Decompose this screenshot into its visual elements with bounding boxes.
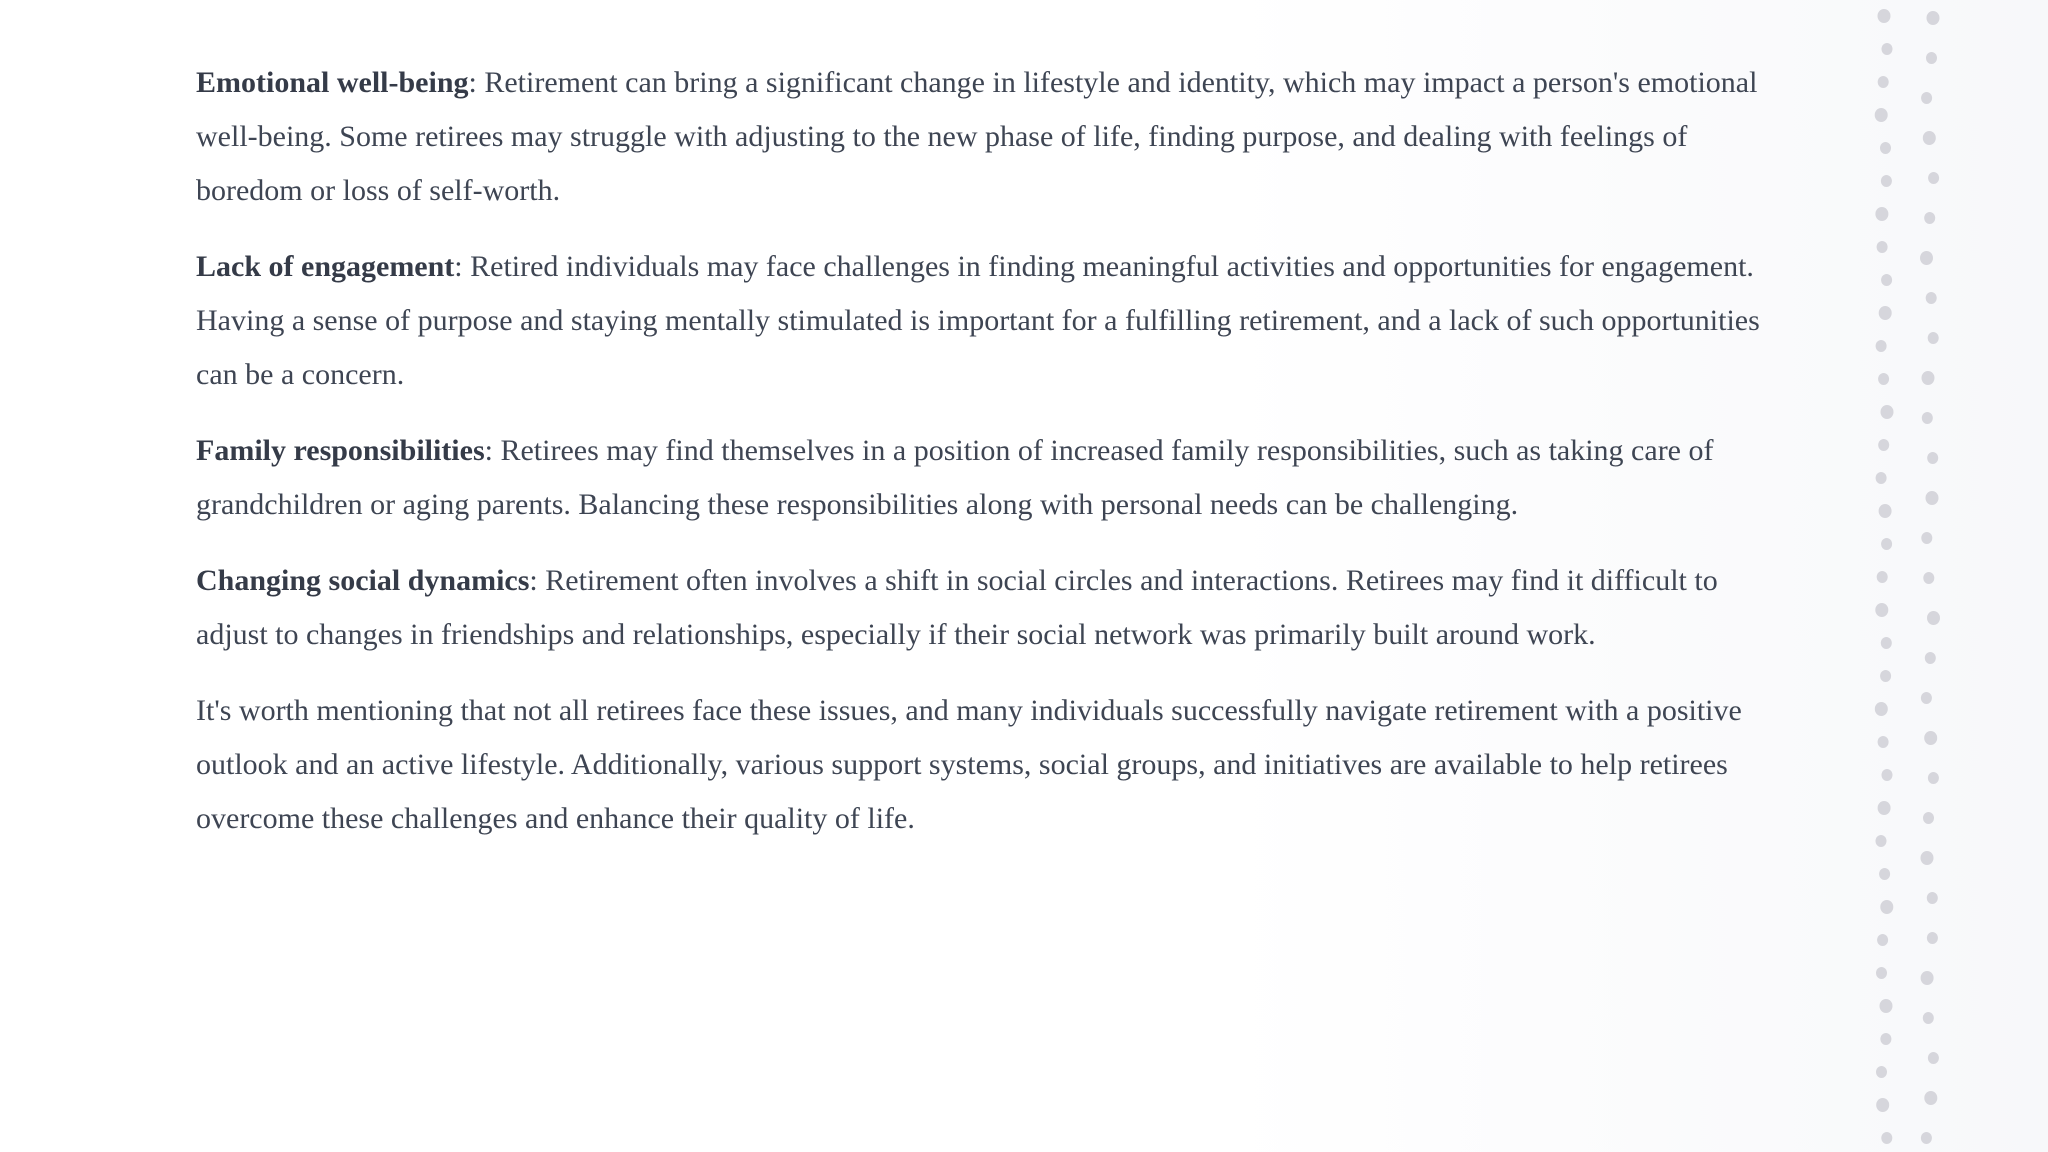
- decorative-dot: [1923, 812, 1934, 824]
- decorative-dot: [1877, 241, 1888, 253]
- decorative-dot: [1876, 340, 1887, 352]
- paragraph-text: : Retired individuals may face challenges in finding meaningful activities and opportunities for engagement. Having a sense of purpose and staying mentally stimulated is important for a fulfilling retirement, and a lack of such opportunities can be a concern.: [196, 250, 1760, 391]
- decorative-dot: [1876, 1066, 1887, 1078]
- decorative-dot: [1878, 801, 1891, 815]
- decorative-dot: [1921, 92, 1932, 104]
- decorative-dot: [1876, 835, 1887, 847]
- decorative-dot: [1878, 9, 1891, 23]
- term-label: Family responsibilities: [196, 434, 485, 467]
- decorative-dot: [1877, 934, 1888, 946]
- decorative-dot: [1878, 736, 1889, 748]
- decorative-dot: [1875, 108, 1888, 122]
- decorative-dot: [1921, 851, 1934, 865]
- decorative-dot: [1928, 172, 1939, 184]
- decorative-dot: [1879, 504, 1892, 518]
- decorative-dot: [1880, 142, 1891, 154]
- decorative-dot: [1879, 868, 1890, 880]
- decorative-dot: [1922, 412, 1933, 424]
- decorative-dot: [1881, 538, 1892, 550]
- decorative-dot: [1880, 670, 1891, 682]
- decorative-dot: [1925, 652, 1936, 664]
- decorative-dot: [1921, 692, 1932, 704]
- decorative-dot: [1927, 932, 1938, 944]
- decorative-dot: [1881, 637, 1892, 649]
- decorative-dot: [1881, 405, 1894, 419]
- decorative-dot: [1880, 900, 1893, 914]
- decorative-dot: [1921, 532, 1932, 544]
- decorative-dot: [1921, 971, 1934, 985]
- decorative-dot: [1926, 292, 1937, 304]
- term-label: Emotional well-being: [196, 66, 469, 99]
- decorative-dot: [1881, 1132, 1892, 1144]
- decorative-dot: [1875, 207, 1888, 221]
- decorative-dot: [1879, 306, 1892, 320]
- decorative-dot: [1927, 452, 1938, 464]
- decorative-dot: [1875, 603, 1888, 617]
- decorative-dot: [1882, 769, 1893, 781]
- decorative-dot: [1878, 373, 1889, 385]
- decorative-dot: [1881, 175, 1892, 187]
- decorative-dot: [1923, 131, 1936, 145]
- term-label: Changing social dynamics: [196, 564, 530, 597]
- decorative-dot: [1878, 439, 1889, 451]
- decorative-dot: [1924, 212, 1935, 224]
- paragraph-family-responsibilities: [196, 424, 1796, 532]
- decorative-dot: [1920, 251, 1933, 265]
- decorative-dot: [1921, 1132, 1932, 1144]
- document-body: [196, 56, 1796, 868]
- decorative-dot: [1927, 611, 1940, 625]
- decorative-dot: [1882, 43, 1893, 55]
- decorative-dot: [1926, 491, 1939, 505]
- paragraph-text: : Retirement often involves a shift in social circles and interactions. Retirees may find it difficult to adjust to changes in friendships and relationships, especially if their social network was primarily built around work.: [196, 564, 1718, 651]
- paragraph-lack-of-engagement: [196, 240, 1796, 402]
- paragraph-closing: It's worth mentioning that not all retirees face these issues, and many individuals successfully navigate retirement with a positive outlook and an active lifestyle. Additionally, various support systems, social groups, and initiatives are available to help retirees overcome these challenges and enhance their quality of life.: [196, 694, 1742, 835]
- paragraph-text: : Retirees may find themselves in a position of increased family responsibilities, such as taking care of grandchildren or aging parents. Balancing these responsibilities along with personal needs can be challenging.: [196, 434, 1714, 521]
- decorative-dot: [1877, 571, 1888, 583]
- decorative-dot: [1923, 1012, 1934, 1024]
- decorative-dot: [1927, 892, 1938, 904]
- decorative-dot: [1876, 472, 1887, 484]
- decorative-dot: [1881, 274, 1892, 286]
- decorative-dot: [1875, 702, 1888, 716]
- decorative-dot: [1926, 52, 1937, 64]
- decorative-dot: [1880, 1033, 1891, 1045]
- paragraph-changing-social-dynamics: [196, 554, 1796, 662]
- decorative-dot: [1922, 371, 1935, 385]
- decorative-dot: [1924, 1091, 1937, 1105]
- term-label: Lack of engagement: [196, 250, 455, 283]
- decorative-dot: [1928, 1052, 1939, 1064]
- decorative-dot: [1928, 332, 1939, 344]
- paragraph-text: : Retirement can bring a significant change in lifestyle and identity, which may impact a person's emotional well-being. Some retirees may struggle with adjusting to the new phase of life, finding purpose, and dealing with feelings of boredom or loss of self-worth.: [196, 66, 1758, 207]
- decorative-dot: [1928, 772, 1939, 784]
- dot-pattern-graphic: [1860, 0, 1950, 1152]
- decorative-dot-pattern: [1860, 0, 1950, 1152]
- decorative-dot: [1878, 76, 1889, 88]
- decorative-dot: [1876, 1098, 1889, 1112]
- decorative-dot: [1923, 572, 1934, 584]
- paragraph-emotional-well-being: [196, 56, 1796, 218]
- decorative-dot: [1927, 11, 1940, 25]
- decorative-dot: [1876, 967, 1887, 979]
- decorative-dot: [1880, 999, 1893, 1013]
- decorative-dot: [1924, 731, 1937, 745]
